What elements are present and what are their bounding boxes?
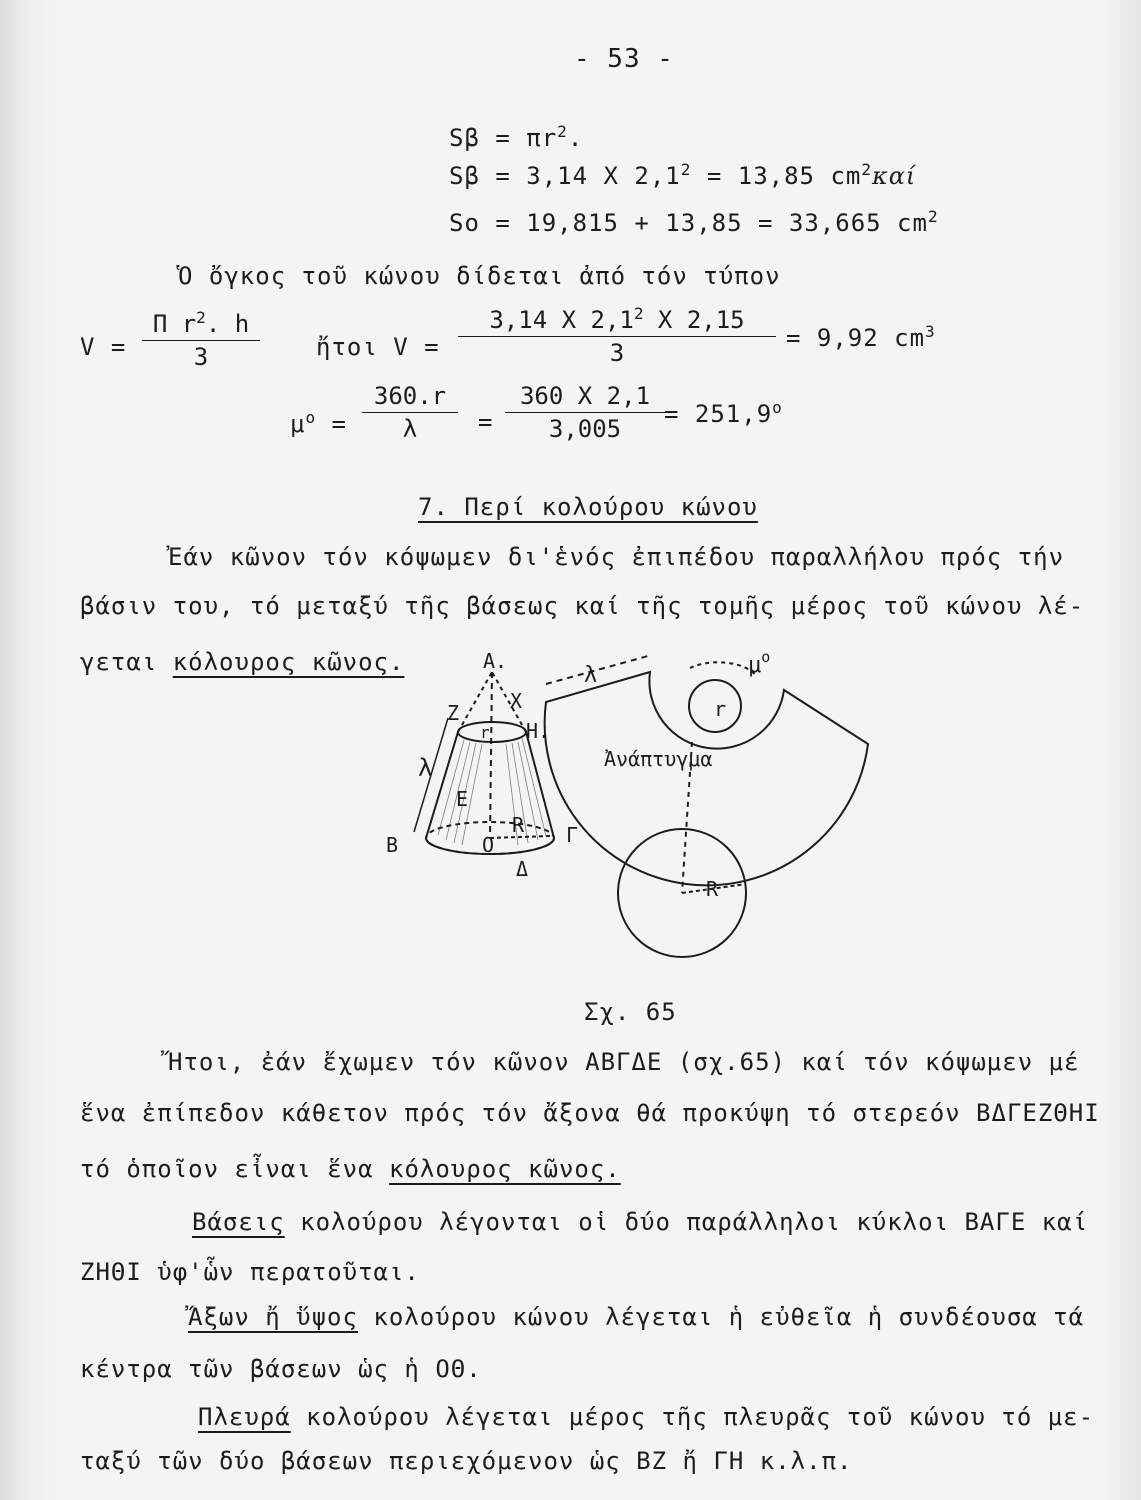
formula-so-calculation: So = 19,815 + 13,85 = 33,665 $cm^2$ <box>449 207 939 237</box>
cone-axis <box>490 672 492 838</box>
angle-eq2: = <box>478 408 494 436</box>
volume-lhs: V = <box>80 333 127 361</box>
term-side: Πλευρά <box>198 1403 291 1431</box>
angle-calc-fraction: 360 X 2,1 3,005 <box>505 382 665 443</box>
label-Z: Z <box>447 701 460 725</box>
intro-line-3: γεται κόλουρος κῶνος. <box>80 648 405 676</box>
paragraph-3-line-2: κέντρα τῶν βάσεων ὡς ἡ ΟΘ. <box>80 1355 482 1383</box>
volume-connector: ἤτοι V = <box>316 333 440 361</box>
paragraph-1-line-2: ἕνα ἐπίπεδον κάθετον πρός τόν ἄξονα θά προκύψη τό στερεόν ΒΔΓΕΖΘΗΙ <box>80 1099 1100 1127</box>
formula-sb-calculation: Sβ = 3,14 X $2,1^2 = 13,85$ $cm^2\kappa\alpha ί$ <box>449 160 917 190</box>
intro-line-2: βάσιν του, τό μεταξύ τῆς βάσεως καί τῆς τομῆς μέρος τοῦ κώνου λέ- <box>80 592 1085 620</box>
label-E: E <box>456 787 469 811</box>
label-net-development: Ἀνάπτυγμα <box>604 747 713 771</box>
intro-line-1: Ἐάν κῶνον τόν κόψωμεν δι'ἑνός ἐπιπέδου παραλλήλου πρός τήν <box>168 543 1065 571</box>
section-title: 7. Περί κολούρου κώνου <box>418 493 758 521</box>
volume-intro-text: Ὁ ὄγκος τοῦ κώνου δίδεται ἀπό τόν τύπον <box>178 262 781 290</box>
page-number: - 53 - <box>574 44 674 74</box>
label-small-r: r <box>480 723 490 742</box>
frustum-left-side <box>426 732 458 838</box>
paragraph-4-line-1: Πλευρά κολούρου λέγεται μέρος τῆς πλευρᾶς τοῦ κώνου τό με- <box>198 1403 1095 1431</box>
development-sector <box>545 672 868 885</box>
label-H: H. <box>526 719 551 743</box>
angle-lhs: $\mu^o$ = <box>290 408 347 438</box>
label-D: Δ <box>516 857 529 881</box>
paragraph-2-line-1: Βάσεις κολούρου λέγονται οἱ δύο παράλληλοι κύκλοι ΒΑΓΕ καί <box>192 1208 1089 1236</box>
paragraph-1-line-1: Ἤτοι, ἐάν ἔχωμεν τόν κῶνον ΑΒΓΔΕ (σχ.65) καί τόν κόψωμεν μέ <box>168 1048 1080 1076</box>
figure-caption: Σχ. 65 <box>584 998 677 1026</box>
label-net-r: r <box>714 697 727 721</box>
term-frustum-2: κόλουρος κῶνος. <box>389 1155 621 1183</box>
angle-result: = $251,9^o$ <box>664 398 783 428</box>
label-net-mu: $\mu^o$ <box>748 648 771 678</box>
label-slant-lambda: λ <box>418 754 433 782</box>
paragraph-4-line-2: ταξύ τῶν δύο βάσεων περιεχόμενον ὡς ΒΖ ἤ ΓΗ κ.λ.π. <box>80 1447 853 1475</box>
label-B: B <box>386 833 399 857</box>
term-frustum: κόλουρος κῶνος. <box>172 648 405 676</box>
label-G: Γ <box>566 823 579 847</box>
term-axis-height: Ἄξων ἤ ὕψος <box>188 1303 358 1331</box>
label-R-cone: R <box>512 813 525 837</box>
frustum-right-side <box>526 732 554 838</box>
label-O: O <box>482 833 495 857</box>
volume-formula-fraction: Π $r^2$. h 3 <box>142 308 260 371</box>
angle-formula-fraction: 360.r λ <box>362 382 458 443</box>
paragraph-1-line-3: τό ὁποῖον εἶναι ἕνα κόλουρος κῶνος. <box>80 1155 621 1183</box>
label-net-R: R <box>706 877 719 901</box>
paragraph-3-line-1: Ἄξων ἤ ὕψος κολούρου κώνου λέγεται ἡ εὐθεῖα ἡ συνδέουσα τά <box>188 1303 1085 1331</box>
formula-sb-definition: $S\beta = \pi r^2$. <box>449 122 584 152</box>
paragraph-2-line-2: ΖΗΘΙ ὑφ'ὧν περατοῦται. <box>80 1258 420 1286</box>
term-bases: Βάσεις <box>192 1208 285 1236</box>
label-net-lambda: λ <box>584 663 598 688</box>
label-A: A. <box>483 649 508 673</box>
volume-result: = 9,92 $cm^3$ <box>786 322 936 352</box>
volume-calc-fraction: 3,14 X $2,1^2$ X 2,15 3 <box>458 304 776 367</box>
mu-arc <box>690 662 756 676</box>
label-X: X <box>510 689 523 713</box>
